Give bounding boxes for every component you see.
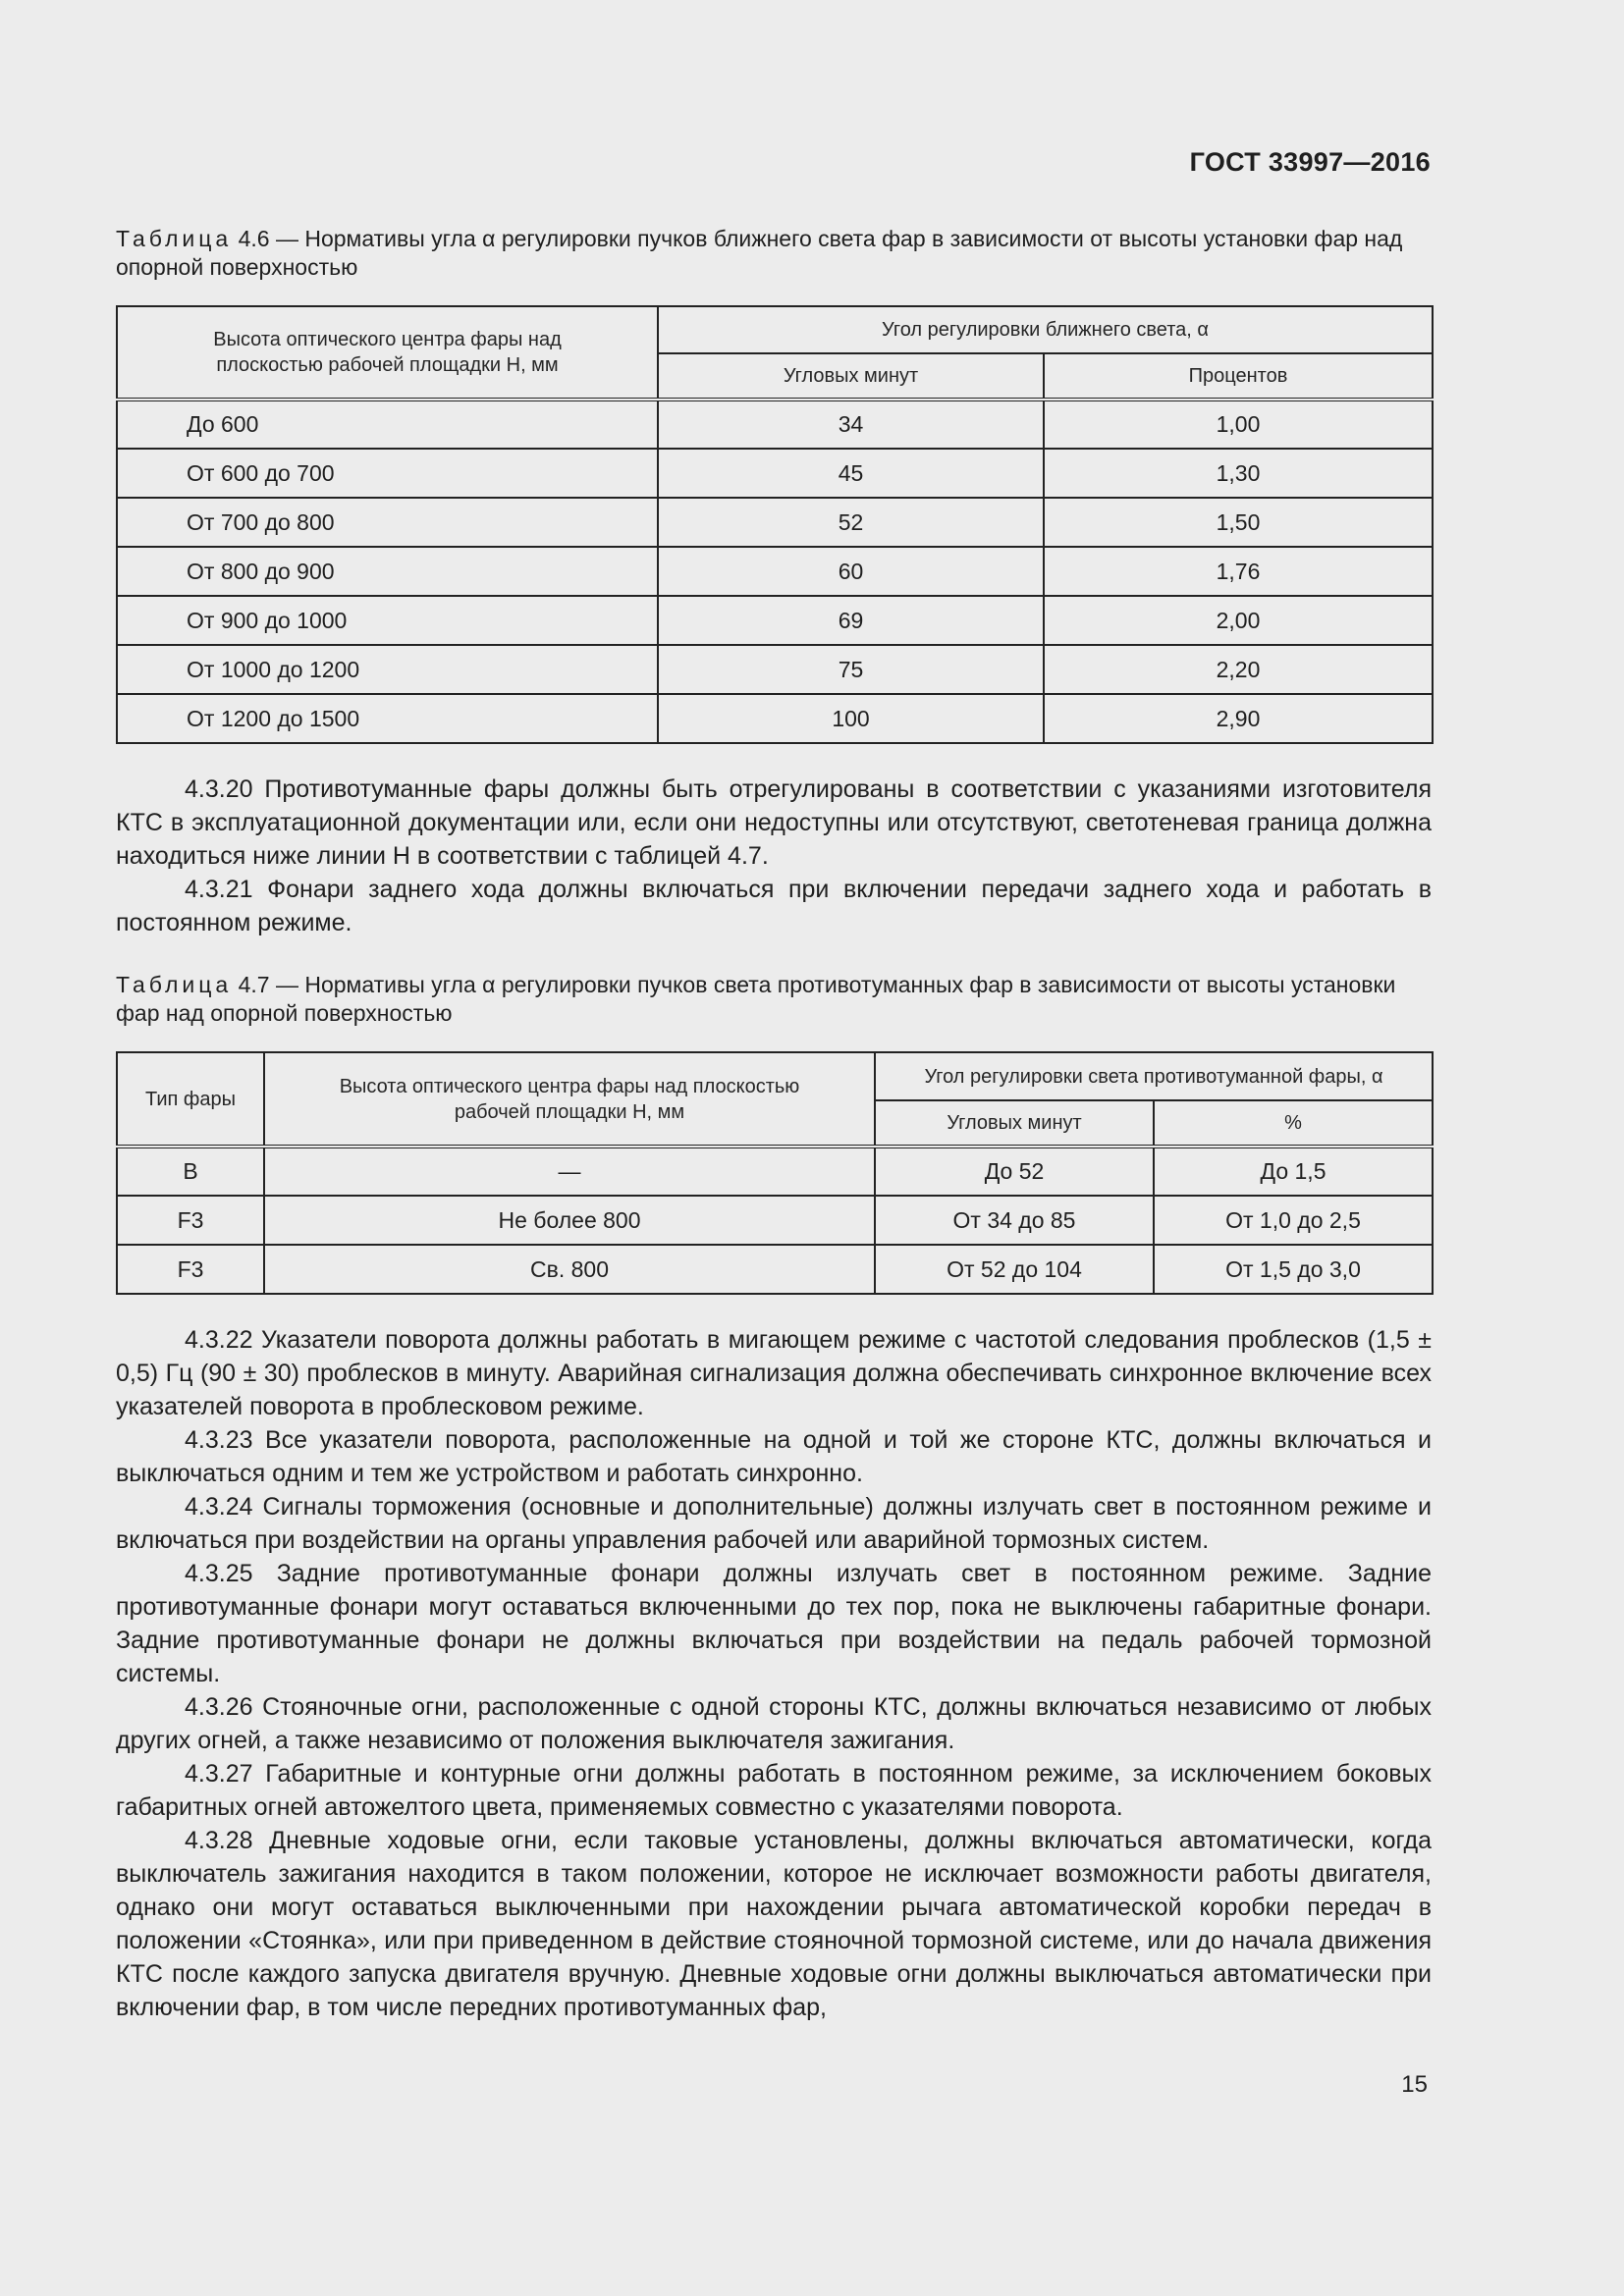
table-row [117,1147,1433,1196]
table-row [117,1245,1433,1294]
text-block-2 [116,1323,1432,2024]
cell-percent: 1,30 [1044,449,1433,498]
table-row [117,400,1433,449]
cell-percent: 2,00 [1044,596,1433,645]
table-row [117,449,1433,498]
header-percent: Процентов [1044,353,1433,400]
header-angle: Угол регулировки ближнего света, α [658,306,1433,353]
cell-percent: 2,90 [1044,694,1433,743]
caption-text: 4.7 — Нормативы угла α регулировки пучков света противотуманных фар в зависимости от высоты установки фар над опорной поверхностью [116,972,1396,1026]
cell-height: От 600 до 700 [117,449,658,498]
cell-height: Св. 800 [264,1245,875,1294]
paragraph-4-3-25: 4.3.25 Задние противотуманные фонари должны излучать свет в постоянном режиме. Задние противотуманные фонари могут оставаться включенными до тех пор, пока не выключены габаритные фонари. Задние противотуманные фонари не должны включаться при воздействии на педаль рабочей тормозной системы. [116,1560,1432,1687]
paragraph-4-3-24: 4.3.24 Сигналы торможения (основные и дополнительные) должны излучать свет в постоянном режиме и включаться при воздействии на органы управления рабочей или аварийной тормозных систем. [116,1493,1432,1554]
table-row [117,498,1433,547]
cell-height: От 900 до 1000 [117,596,658,645]
caption-text: 4.6 — Нормативы угла α регулировки пучков ближнего света фар в зависимости от высоты установки фар над опорной поверхностью [116,226,1403,280]
page-number: 15 [1401,2071,1428,2098]
cell-minutes: От 34 до 85 [875,1196,1154,1245]
table-row [117,645,1433,694]
document-code: ГОСТ 33997—2016 [1189,147,1431,177]
table-row [117,547,1433,596]
cell-height: — [264,1147,875,1196]
cell-type: F3 [117,1245,264,1294]
cell-height: До 600 [117,400,658,449]
cell-minutes: От 52 до 104 [875,1245,1154,1294]
paragraph-4-3-26: 4.3.26 Стояночные огни, расположенные с одной стороны КТС, должны включаться независимо от любых других огней, а также независимо от положения выключателя зажигания. [116,1693,1432,1754]
paragraph-4-3-27: 4.3.27 Габаритные и контурные огни должны работать в постоянном режиме, за исключением боковых габаритных огней автожелтого цвета, применяемых совместно с указателями поворота. [116,1760,1432,1821]
text-block-1 [116,773,1432,939]
cell-percent: 2,20 [1044,645,1433,694]
cell-percent: 1,50 [1044,498,1433,547]
cell-height: От 1200 до 1500 [117,694,658,743]
cell-height: От 1000 до 1200 [117,645,658,694]
cell-minutes: 75 [658,645,1044,694]
header-height: Высота оптического центра фары над плоскостью рабочей площадки H, мм [117,306,658,400]
header-type: Тип фары [117,1052,264,1147]
cell-minutes: До 52 [875,1147,1154,1196]
table-row [117,694,1433,743]
table-4-7 [116,1051,1434,1295]
header-minutes: Угловых минут [658,353,1044,400]
table-4-6 [116,305,1434,744]
header-height: Высота оптического центра фары над плоскостью рабочей площадки H, мм [264,1052,875,1147]
paragraph-4-3-21: 4.3.21 Фонари заднего хода должны включаться при включении передачи заднего хода и работать в постоянном режиме. [116,876,1432,936]
paragraph-4-3-22: 4.3.22 Указатели поворота должны работать в мигающем режиме с частотой следования проблесков (1,5 ± 0,5) Гц (90 ± 30) проблесков в минуту. Аварийная сигнализация должна обеспечивать синхронное включение всех указателей поворота в проблесковом режиме. [116,1326,1432,1420]
caption-label: Таблица [116,972,233,997]
header-percent: % [1154,1100,1433,1147]
table-4-7-caption [116,971,1432,1028]
cell-type: B [117,1147,264,1196]
cell-minutes: 69 [658,596,1044,645]
table-row [117,1196,1433,1245]
cell-height: От 700 до 800 [117,498,658,547]
cell-minutes: 60 [658,547,1044,596]
cell-minutes: 52 [658,498,1044,547]
cell-minutes: 34 [658,400,1044,449]
header-angle: Угол регулировки света противотуманной фары, α [875,1052,1433,1100]
cell-percent: 1,00 [1044,400,1433,449]
header-minutes: Угловых минут [875,1100,1154,1147]
cell-height: От 800 до 900 [117,547,658,596]
table-4-6-caption [116,225,1432,282]
cell-percent: До 1,5 [1154,1147,1433,1196]
paragraph-4-3-23: 4.3.23 Все указатели поворота, расположенные на одной и той же стороне КТС, должны включаться и выключаться одним и тем же устройством и работать синхронно. [116,1426,1432,1487]
cell-minutes: 45 [658,449,1044,498]
cell-percent: От 1,0 до 2,5 [1154,1196,1433,1245]
table-row [117,596,1433,645]
caption-label: Таблица [116,226,233,251]
cell-height: Не более 800 [264,1196,875,1245]
cell-type: F3 [117,1196,264,1245]
cell-percent: От 1,5 до 3,0 [1154,1245,1433,1294]
cell-percent: 1,76 [1044,547,1433,596]
cell-minutes: 100 [658,694,1044,743]
paragraph-4-3-28: 4.3.28 Дневные ходовые огни, если таковые установлены, должны включаться автоматически, когда выключатель зажигания находится в таком положении, которое не исключает возможности работы двигателя, однако они могут оставаться выключенными при нахождении рычага автоматической коробки передач в положении «Стоянка», или при приведенном в действие стояночной тормозной системе, или до начала движения КТС после каждого запуска двигателя вручную. Дневные ходовые огни должны выключаться автоматически при включении фар, в том числе передних противотуманных фар, [116,1827,1432,2021]
paragraph-4-3-20: 4.3.20 Противотуманные фары должны быть отрегулированы в соответствии с указаниями изготовителя КТС в эксплуатационной документации или, если они недоступны или отсутствуют, светотеневая граница должна находиться ниже линии H в соответствии с таблицей 4.7. [116,775,1432,870]
